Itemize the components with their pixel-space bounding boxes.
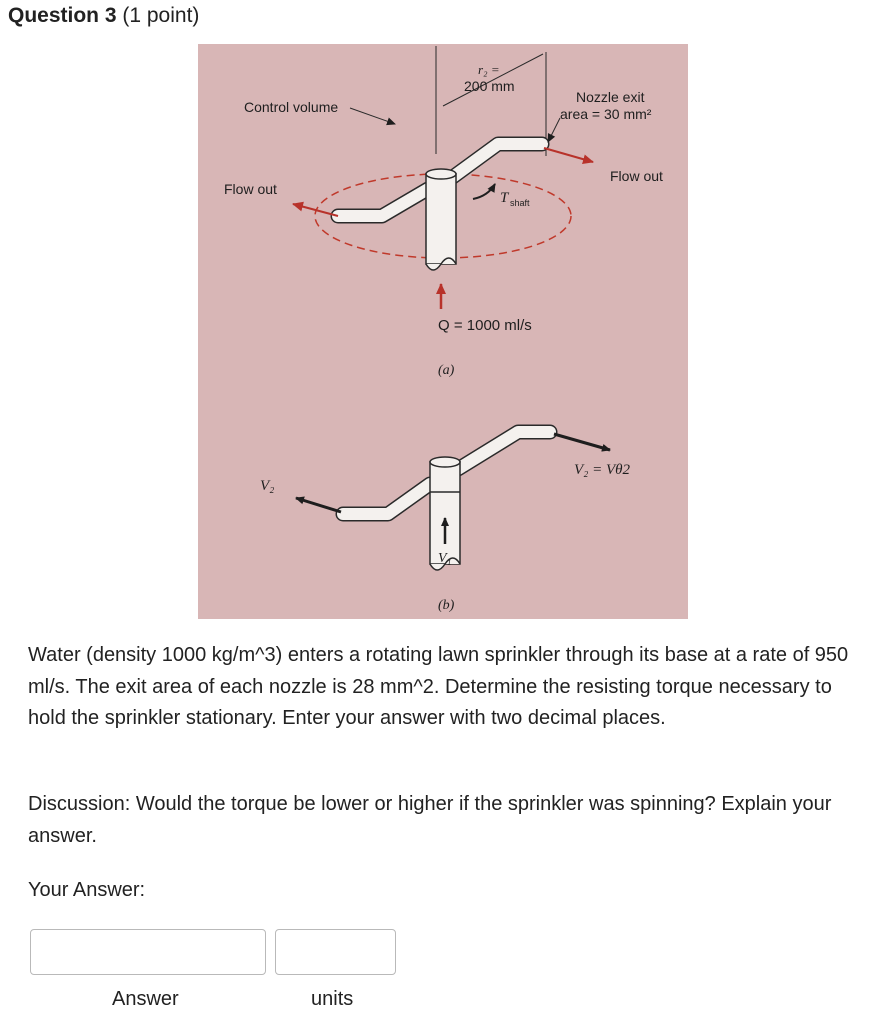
flow-out-right-arrow (544, 148, 593, 162)
flow-rate-label: Q = 1000 ml/s (438, 317, 532, 334)
nozzle-exit-pointer (548, 118, 560, 142)
figure-a (224, 46, 663, 378)
control-volume-label: Control volume (244, 99, 339, 115)
nozzle-exit-label: Nozzle exit (576, 89, 645, 105)
discussion-prompt: Discussion: Would the torque be lower or higher if the sprinkler was spinning? Explain your answer. (28, 793, 832, 847)
units-input[interactable] (275, 929, 396, 975)
torque-label: T (500, 190, 509, 206)
sprinkler-figure (198, 44, 688, 619)
your-answer-label: Your Answer: (28, 879, 146, 901)
figure-b (260, 432, 631, 613)
r2-label: r₂ = (478, 62, 500, 77)
answer-input[interactable] (30, 929, 266, 975)
flow-out-left-label: Flow out (224, 181, 277, 197)
caption-b: (b) (438, 598, 455, 613)
problem-statement: Water (density 1000 kg/m^3) enters a rotating lawn sprinkler through its base at a rate of 950 ml/s. The exit area of each nozzle is 28 mm^2. Determine the resisting torque necessary to hold the sprinkler stationary. Enter your answer with two decimal places. (28, 644, 849, 729)
nozzle-area-label: area = 30 mm² (560, 106, 652, 122)
question-points: (1 point) (122, 4, 200, 27)
v2-right-label: V₂ = Vθ2 (574, 462, 631, 478)
torque-subscript: shaft (510, 198, 530, 208)
v1-label: V₁ (438, 551, 452, 566)
torque-arrow (473, 184, 495, 199)
question-header (8, 3, 199, 29)
control-volume-pointer (350, 108, 395, 124)
answer-field-label: Answer (112, 988, 179, 1010)
v2-left-label: V₂ (260, 478, 275, 494)
flow-out-right-label: Flow out (610, 168, 663, 184)
v2-right-arrow (554, 434, 610, 450)
question-title: Question 3 (8, 4, 117, 27)
r2-value: 200 mm (464, 78, 515, 94)
units-field-label: units (311, 988, 354, 1010)
v2-left-arrow (296, 498, 341, 512)
caption-a: (a) (438, 363, 455, 378)
